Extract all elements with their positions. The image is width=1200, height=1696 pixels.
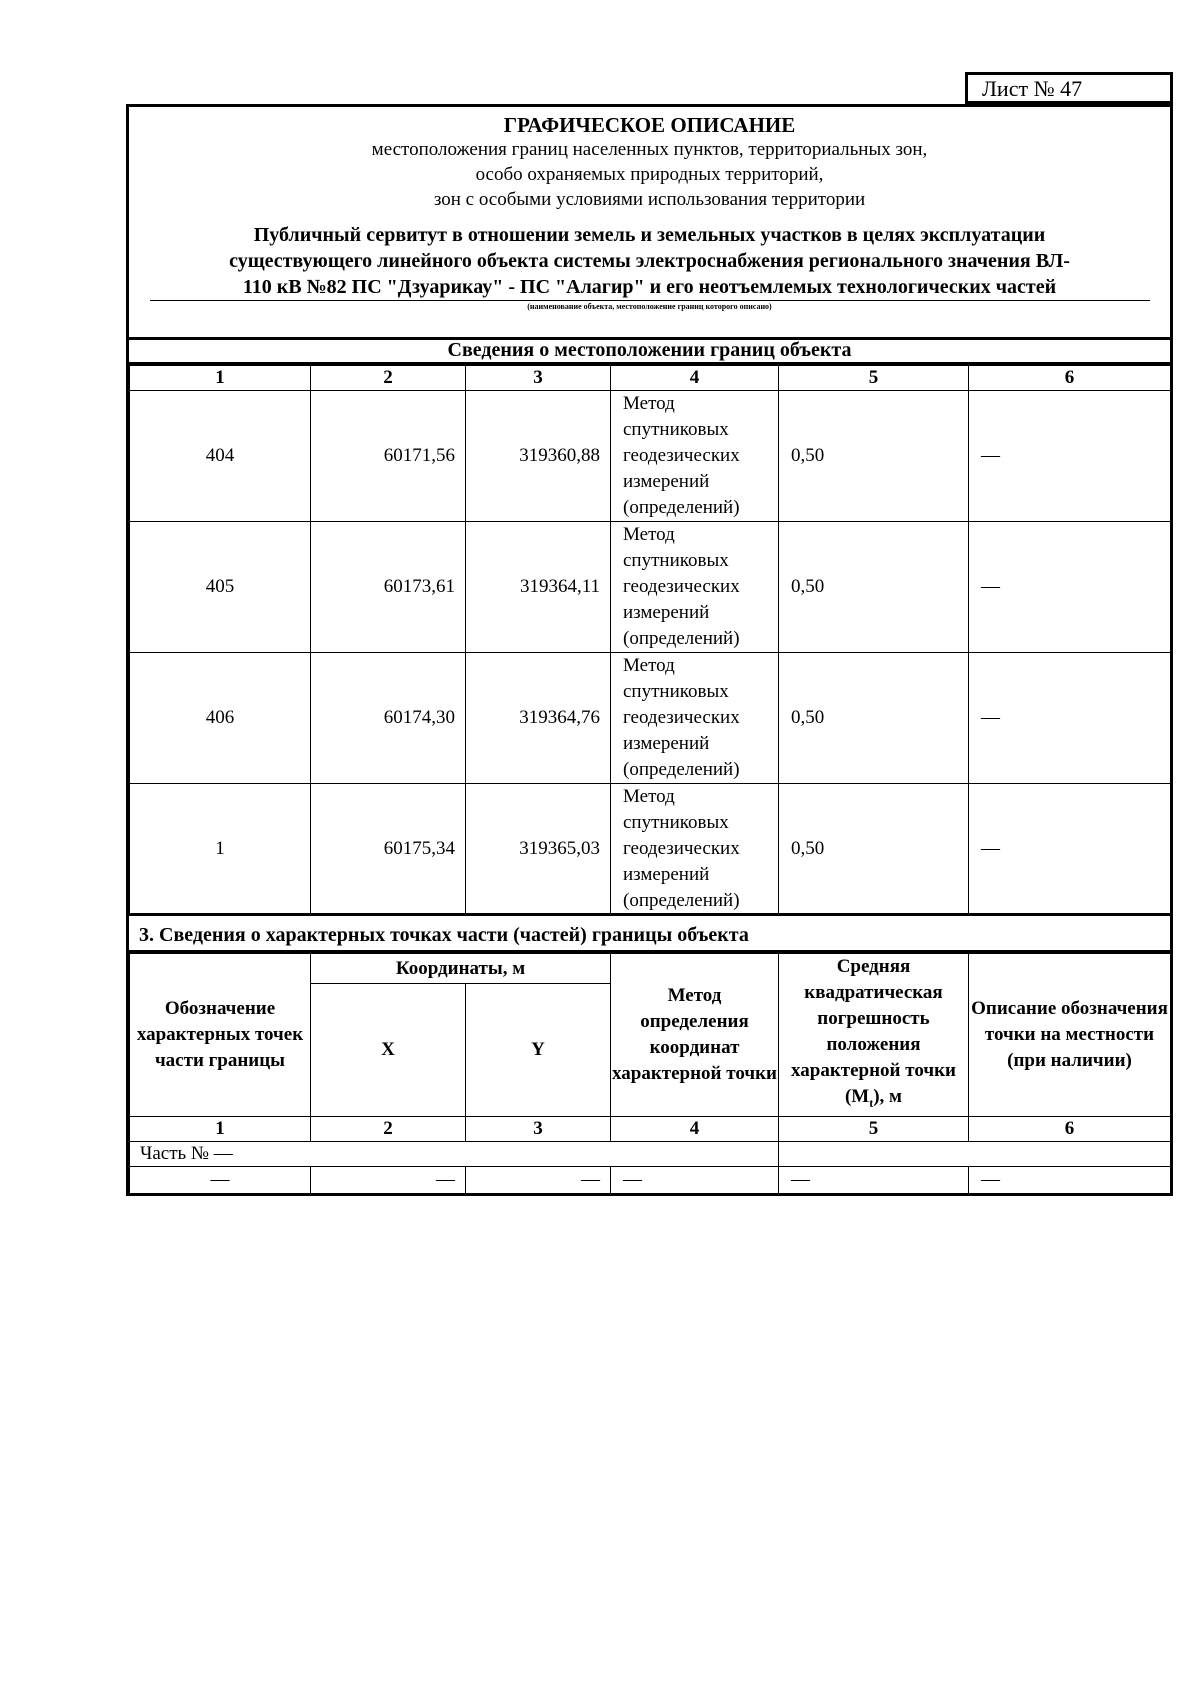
subtitle-line-2: особо охраняемых природных территорий, <box>475 164 824 185</box>
part-label: Часть № — <box>130 1141 779 1166</box>
method-line: (определений) <box>623 759 740 780</box>
object-line-2: существующего линейного объекта системы электроснабжения регионального значения ВЛ- <box>229 250 1070 272</box>
header-method: Метод определения координат характерной точки <box>611 954 779 1117</box>
method-line: спутниковых <box>623 681 729 702</box>
col-num: 6 <box>969 1116 1171 1141</box>
object-line-3: 110 кВ №82 ПС "Дзуарикау" - ПС "Алагир" и его неотъемлемых технологических частей <box>242 276 1057 298</box>
description-value: — <box>969 522 1171 653</box>
empty-cell: — <box>311 1166 466 1193</box>
header-error-unit: ), м <box>873 1086 903 1107</box>
col-num: 4 <box>611 366 779 391</box>
subtitle-line-3: зон с особыми условиями использования территории <box>433 189 866 210</box>
col-num: 2 <box>311 366 466 391</box>
part-label-row <box>130 1141 1171 1166</box>
method-line: Метод <box>623 655 675 676</box>
error-value: 0,50 <box>779 522 969 653</box>
point-id: 1 <box>130 784 311 915</box>
document-header <box>129 107 1170 340</box>
header-error-subscript: t <box>869 1095 874 1110</box>
boundary-points-table <box>129 365 1171 915</box>
method-cell <box>611 522 779 653</box>
header-x: X <box>311 984 466 1117</box>
subtitle-line-1: местоположения границ населенных пунктов, территориальных зон, <box>371 139 928 160</box>
coord-x: 60175,34 <box>311 784 466 915</box>
method-line: геодезических <box>623 838 740 859</box>
document-title: ГРАФИЧЕСКОЕ ОПИСАНИЕ <box>503 113 796 137</box>
header-description: Описание обозначения точки на местности (при наличии) <box>969 954 1171 1117</box>
column-number-row <box>130 366 1171 391</box>
method-line: измерений <box>623 864 710 885</box>
point-id: 405 <box>130 522 311 653</box>
col-num: 2 <box>311 1116 466 1141</box>
part-points-table <box>129 953 1171 1194</box>
method-line: геодезических <box>623 576 740 597</box>
object-name <box>129 222 1170 300</box>
coord-x: 60171,56 <box>311 391 466 522</box>
point-id: 406 <box>130 653 311 784</box>
method-line: измерений <box>623 471 710 492</box>
col-num: 3 <box>466 366 611 391</box>
point-id: 404 <box>130 391 311 522</box>
method-line: Метод <box>623 786 675 807</box>
header-y: Y <box>466 984 611 1117</box>
table-row <box>130 391 1171 522</box>
column-number-row <box>130 1116 1171 1141</box>
header-error <box>779 954 969 1117</box>
table-row <box>130 653 1171 784</box>
coord-y: 319364,76 <box>466 653 611 784</box>
coord-y: 319364,11 <box>466 522 611 653</box>
part-label-empty <box>779 1141 1171 1166</box>
method-line: измерений <box>623 602 710 623</box>
method-cell <box>611 784 779 915</box>
coord-y: 319360,88 <box>466 391 611 522</box>
empty-cell: — <box>611 1166 779 1193</box>
description-value: — <box>969 391 1171 522</box>
object-note: (наименование объекта, местоположение границ которого описано) <box>527 302 772 311</box>
method-line: измерений <box>623 733 710 754</box>
error-value: 0,50 <box>779 391 969 522</box>
col-num: 1 <box>130 1116 311 1141</box>
col-num: 5 <box>779 366 969 391</box>
sheet-number: Лист № 47 <box>965 72 1173 104</box>
error-value: 0,50 <box>779 784 969 915</box>
object-line-1: Публичный сервитут в отношении земель и земельных участков в целях эксплуатации <box>253 224 1046 246</box>
table-row <box>130 784 1171 915</box>
section-title-boundaries: Сведения о местоположении границ объекта <box>129 337 1170 365</box>
col-num: 4 <box>611 1116 779 1141</box>
method-line: спутниковых <box>623 812 729 833</box>
description-value: — <box>969 784 1171 915</box>
empty-cell: — <box>130 1166 311 1193</box>
col-num: 5 <box>779 1116 969 1141</box>
method-line: геодезических <box>623 445 740 466</box>
empty-cell: — <box>466 1166 611 1193</box>
method-cell <box>611 653 779 784</box>
coord-x: 60173,61 <box>311 522 466 653</box>
error-value: 0,50 <box>779 653 969 784</box>
part-table-header <box>130 954 1171 984</box>
section3-title: 3. Сведения о характерных точках части (частей) границы объекта <box>129 913 1170 953</box>
description-value: — <box>969 653 1171 784</box>
method-line: геодезических <box>623 707 740 728</box>
method-line: (определений) <box>623 497 740 518</box>
method-line: Метод <box>623 524 675 545</box>
coord-x: 60174,30 <box>311 653 466 784</box>
col-num: 3 <box>466 1116 611 1141</box>
table-row <box>130 522 1171 653</box>
header-error-text: Средняя квадратическая погрешность положения характерной точки (M <box>791 956 956 1107</box>
method-line: Метод <box>623 393 675 414</box>
method-line: (определений) <box>623 890 740 911</box>
empty-cell: — <box>969 1166 1171 1193</box>
table-row <box>130 1166 1171 1193</box>
col-num: 1 <box>130 366 311 391</box>
method-line: спутниковых <box>623 419 729 440</box>
header-point: Обозначение характерных точек части границы <box>130 954 311 1117</box>
coord-y: 319365,03 <box>466 784 611 915</box>
method-cell <box>611 391 779 522</box>
method-line: спутниковых <box>623 550 729 571</box>
document-frame <box>126 104 1173 1196</box>
header-coordinates: Координаты, м <box>311 954 611 984</box>
empty-cell: — <box>779 1166 969 1193</box>
method-line: (определений) <box>623 628 740 649</box>
col-num: 6 <box>969 366 1171 391</box>
